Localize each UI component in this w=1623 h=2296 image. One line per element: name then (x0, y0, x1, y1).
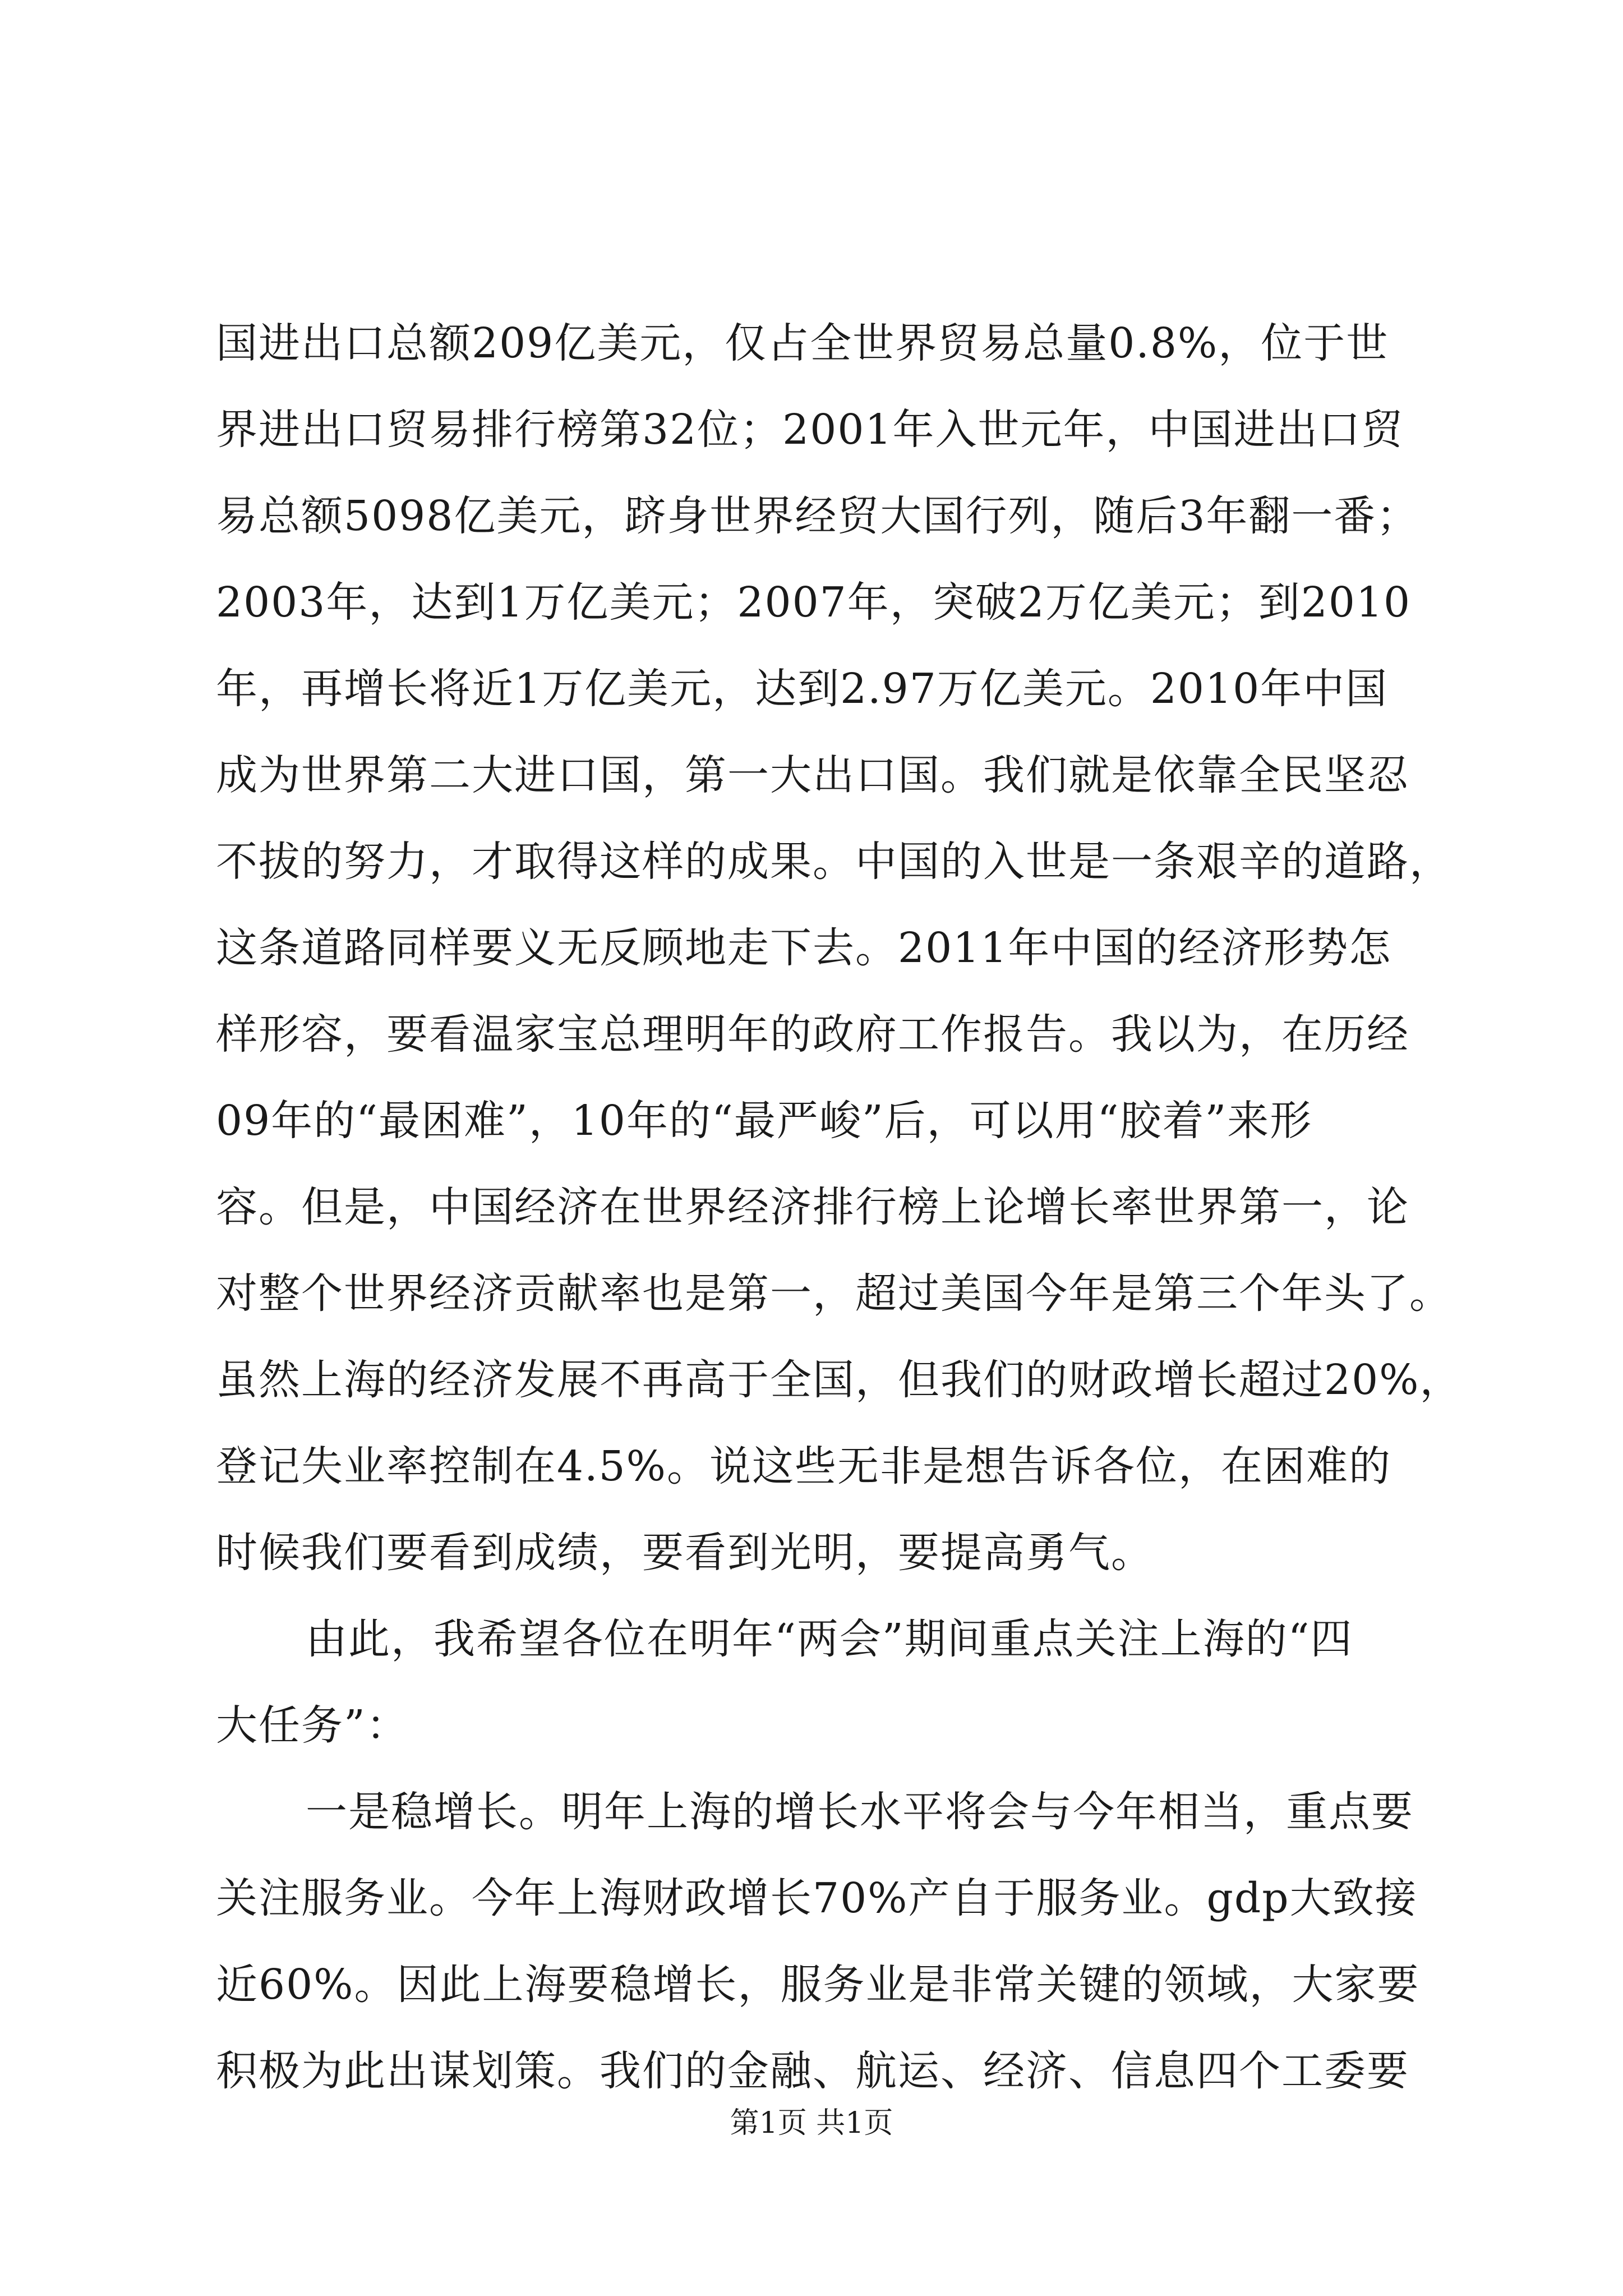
text-line: 这条道路同样要义无反顾地走下去。2011年中国的经济形势怎 (216, 924, 1392, 972)
text-line: 09年的“最困难”，10年的“最严峻”后，可以用“胶着”来形 (216, 1097, 1313, 1145)
text-line: 大任务”： (216, 1701, 409, 1750)
page-number-label: 第1页 共1页 (730, 2106, 893, 2140)
text-line: 容。但是，中国经济在世界经济排行榜上论增长率世界第一，论 (216, 1183, 1409, 1231)
text-line: 易总额5098亿美元，跻身世界经贸大国行列，随后3年翻一番； (216, 492, 1419, 540)
text-line: 时候我们要看到成绩，要看到光明，要提高勇气。 (216, 1529, 1154, 1577)
text-line: 国进出口总额209亿美元，仅占全世界贸易总量0.8%，位于世 (216, 319, 1389, 367)
text-line: 虽然上海的经济发展不再高于全国，但我们的财政增长超过20%， (216, 1356, 1463, 1404)
paragraph-first-line: 一是稳增长。明年上海的增长水平将会与今年相当，重点要 (306, 1788, 1414, 1836)
text-line: 年，再增长将近1万亿美元，达到2.97万亿美元。2010年中国 (216, 665, 1389, 713)
text-line: 积极为此出谋划策。我们的金融、航运、经济、信息四个工委要 (216, 2047, 1409, 2095)
text-line: 登记失业率控制在4.5%。说这些无非是想告诉各位，在困难的 (216, 1442, 1391, 1490)
page-footer (0, 2101, 1623, 2146)
text-line: 近60%。因此上海要稳增长，服务业是非常关键的领域，大家要 (216, 1961, 1420, 2009)
text-line: 不拔的努力，才取得这样的成果。中国的入世是一条艰辛的道路， (216, 838, 1452, 886)
text-line: 成为世界第二大进口国，第一大出口国。我们就是依靠全民坚忍 (216, 751, 1409, 799)
document-body (216, 300, 1483, 2114)
text-line: 对整个世界经济贡献率也是第一，超过美国今年是第三个年头了。 (216, 1269, 1452, 1318)
text-line: 2003年，达到1万亿美元；2007年，突破2万亿美元；到2010 (216, 578, 1412, 627)
text-line: 界进出口贸易排行榜第32位；2001年入世元年，中国进出口贸 (216, 406, 1404, 454)
paragraph-first-line: 由此，我希望各位在明年“两会”期间重点关注上海的“四 (306, 1615, 1353, 1663)
text-line: 关注服务业。今年上海财政增长70%产自于服务业。gdp大致接 (216, 1874, 1418, 1922)
text-line: 样形容，要看温家宝总理明年的政府工作报告。我以为，在历经 (216, 1010, 1409, 1059)
